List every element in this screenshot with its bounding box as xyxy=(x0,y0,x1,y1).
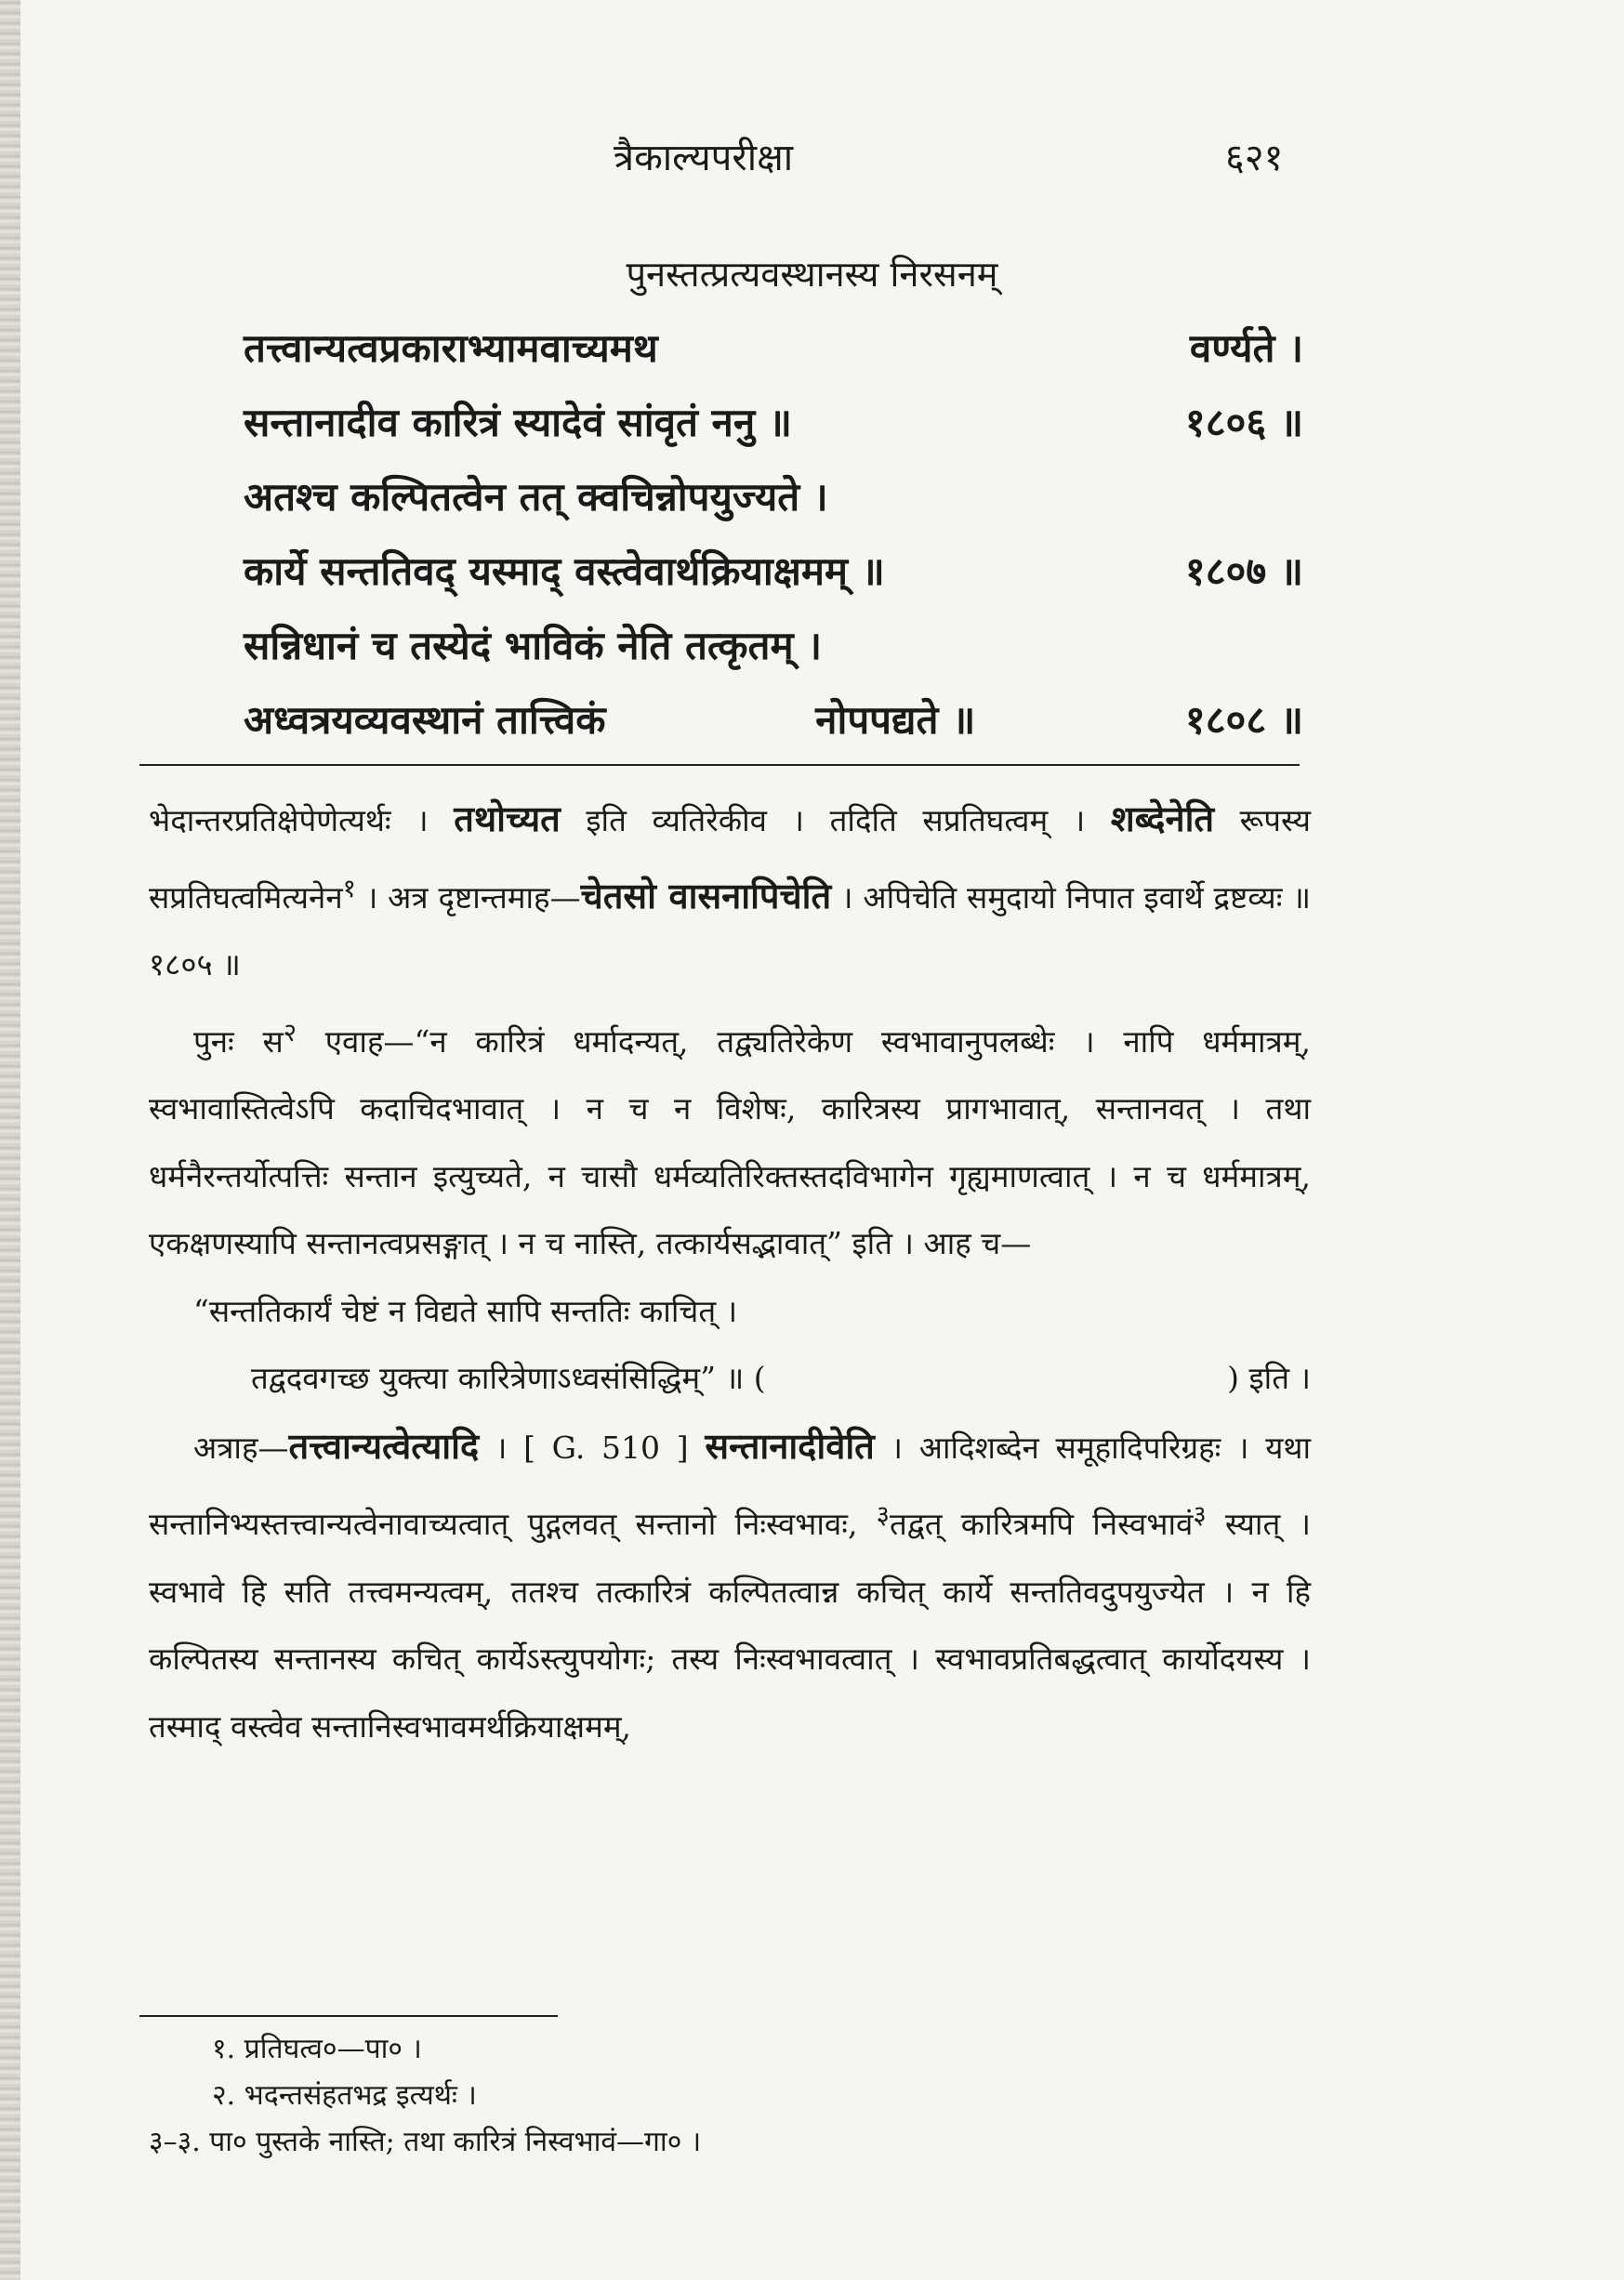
commentary-text: तद्वत् कारित्रमपि निस्वभावं xyxy=(889,1506,1194,1542)
page-number: ६२१ xyxy=(1225,137,1284,179)
footnote-rule xyxy=(139,2015,558,2017)
verse-segment: अतश्च कल्पितत्वेन तत् क्वचिन्नोपयुज्यते । xyxy=(244,474,828,520)
verse-line xyxy=(244,386,1303,460)
footnote-marker: ३ xyxy=(1193,1500,1207,1530)
commentary-text: अत्राह— xyxy=(193,1429,289,1466)
verse-segment: सन्तानादीव कारित्रं स्यादेवं सांवृतं ननु ॥ xyxy=(244,400,792,445)
commentary-keyword: चेतसो वासनापिचेति xyxy=(580,874,832,916)
commentary-keyword: शब्देनेति xyxy=(1110,797,1215,839)
footnote: १. प्रतिघत्व०—पा० । xyxy=(212,2033,422,2065)
verse-number: १८०८ ॥ xyxy=(1184,697,1303,743)
verse-line xyxy=(244,683,1303,758)
quoted-verse-line: “सन्ततिकार्यं चेष्टं न विद्यते सापि सन्ततिः काचित् । xyxy=(193,1292,738,1329)
commentary-text: । अपिचेति समुदायो निपात इवार्थे द्रष्टव्यः ॥ १८०५ ॥ xyxy=(149,878,1312,982)
verse-number: १८०६ ॥ xyxy=(1184,400,1303,445)
verse-segment: अध्वत्रयव्यवस्थानं तात्त्विकं xyxy=(244,697,606,743)
commentary-text: स्यात् । स्वभावे हि सति तत्त्वमन्यत्वम्, ततश्च तत्कारित्रं कल्पितत्वान्न कचित् कार्ये सन्ततिवदुपयुज्येत । न हि कल्पितस्य सन्तानस्य कचित् कार्येऽस्त्युपयोगः; तस्य निःस्वभावत्वात् । स्वभावप्रतिबद्धत्वात् कार्योदयस्य । तस्माद् वस्त्वेव सन्तानिस्वभावमर्थक्रियाक्षमम्, xyxy=(149,1506,1311,1745)
footnotes xyxy=(149,2026,1264,2166)
footnote-marker: १ xyxy=(342,873,356,903)
commentary-keyword: तथोच्यत xyxy=(454,797,561,839)
section-title: पुनस्तत्प्रत्यवस्थानस्य निरसनम् xyxy=(626,254,998,295)
footnote-marker: ३ xyxy=(876,1500,890,1530)
verse-segment: तत्त्वान्यत्वप्रकाराभ्यामवाच्यमथ xyxy=(244,325,658,371)
quoted-verse-line xyxy=(149,1345,1311,1413)
running-title: त्रैकाल्यपरीक्षा xyxy=(614,137,794,179)
footnote: २. भदन्तसंहतभद्र इत्यर्थः । xyxy=(212,2079,477,2112)
footnote-marker: २ xyxy=(283,1017,297,1048)
divider-rule xyxy=(139,764,1300,766)
commentary-text: । आदिशब्देन समूहादिपरिग्रहः । यथा सन्तानिभ्यस्तत्त्वान्यत्वेनावाच्यत्वात् पुद्गलवत् सन्तानो निःस्वभावः, xyxy=(149,1429,1311,1542)
quoted-verse-text: तद्वदवगच्छ युक्त्या कारित्रेणाऽध्वसंसिद्धिम्” ॥ ( xyxy=(251,1360,766,1396)
verse-segment: सन्निधानं च तस्येदं भाविकं नेति तत्कृतम् । xyxy=(244,623,823,668)
verse-line xyxy=(244,460,1303,534)
commentary-paragraph xyxy=(149,999,1311,1278)
commentary-text: । [ G. 510 ] xyxy=(479,1429,706,1466)
verse-block xyxy=(244,311,1303,758)
commentary-paragraph xyxy=(149,1413,1311,1761)
verse-number: १८०७ ॥ xyxy=(1184,548,1303,594)
verse-line xyxy=(244,609,1303,683)
verse-line xyxy=(244,534,1303,609)
verse-segment: वर्ण्यते । xyxy=(1189,325,1303,371)
scan-edge xyxy=(0,0,20,2280)
commentary-text: । अत्र दृष्टान्तमाह— xyxy=(355,878,581,916)
commentary-block xyxy=(149,785,1311,1760)
commentary-text: भेदान्तरप्रतिक्षेपेणेत्यर्थः । xyxy=(149,802,455,838)
commentary-text: रूपस्य सप्रतिघत्वमित्यनेन xyxy=(149,802,1312,916)
commentary-keyword: सन्तानादीवेति xyxy=(705,1424,875,1467)
commentary-text: इति व्यतिरेकीव । तदिति सप्रतिघत्वम् । xyxy=(560,802,1111,838)
commentary-text: पुनः स xyxy=(193,1022,284,1060)
quoted-verse-tail: ) इति । xyxy=(1227,1360,1311,1396)
commentary-text: एवाह—“न कारित्रं धर्मादन्यत्, तद्व्यतिरेकेण स्वभावानुपलब्धेः । नापि धर्ममात्रम्, स्वभावास्तित्वेऽपि कदाचिदभावात् । न च न विशेषः, कारित्रस्य प्रागभावात्, सन्तानवत् । तथा धर्मनैरन्तर्योत्पत्तिः सन्तान इत्युच्यते, न चासौ धर्मव्यतिरिक्तस्तदविभागेन गृह्यमाणत्वात् । न च धर्ममात्रम्, एकक्षणस्यापि सन्तानत्वप्रसङ्गात् । न च नास्ति, तत्कार्यसद्भावात्” इति । आह च— xyxy=(149,1022,1311,1261)
verse-segment: नोपपद्यते ॥ xyxy=(815,697,976,743)
footnote: ३–३. पा० पुस्तके नास्ति; तथा कारित्रं निस्वभावं—गा० । xyxy=(149,2126,702,2158)
commentary-keyword: तत्त्वान्यत्वेत्यादि xyxy=(288,1424,480,1467)
page-header xyxy=(0,130,1624,204)
verse-line xyxy=(244,311,1303,386)
verse-segment: कार्ये सन्ततिवद् यस्माद् वस्त्वेवार्थक्रियाक्षमम् ॥ xyxy=(244,548,885,594)
commentary-paragraph xyxy=(149,785,1311,999)
